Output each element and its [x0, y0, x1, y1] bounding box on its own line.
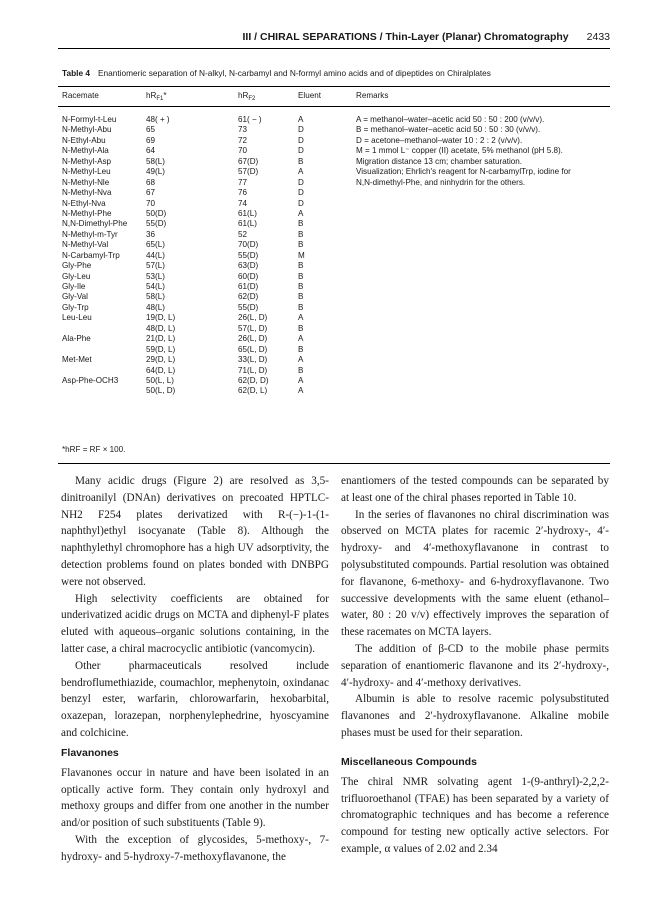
eluent-cell: B — [298, 282, 304, 291]
col-hrf1: $hR_{F1}*$ — [146, 91, 167, 102]
table-top-rule — [58, 86, 610, 87]
table-row — [58, 303, 610, 313]
hrf1-cell: 50(L, D) — [146, 386, 176, 396]
racemate-cell: N-Methyl-Asp — [62, 156, 112, 166]
racemate-cell: Met-Met — [62, 355, 92, 365]
page-number: 2433 — [586, 31, 610, 43]
hrf2-cell: 74 — [238, 198, 248, 208]
hrf2-cell: 33(L, D) — [238, 355, 268, 365]
eluent-cell: D — [298, 177, 304, 187]
hrf2-cell: 61( − ) — [238, 115, 262, 124]
eluent-cell: B — [298, 229, 304, 239]
col-remarks: Remarks — [356, 91, 389, 100]
hrf1-cell: 68 — [146, 177, 156, 187]
paragraph: With the exception of glycosides, 5-methoxy-, 7-hydroxy- and 5-hydroxy-7-methoxyflavanone, the — [61, 833, 329, 863]
hrf1-cell: 44(L) — [146, 250, 165, 260]
hrf2-cell: 57(L, D) — [238, 323, 268, 333]
hrf2-cell: 26(L, D) — [238, 313, 268, 323]
paragraph: enantiomers of the tested compounds can be separated by at least one of the chiral phases reported in Table 10. — [341, 475, 609, 504]
hrf2-cell: 62(D, L) — [238, 386, 268, 396]
racemate-cell: N-Methyl-Abu — [62, 125, 112, 135]
remark-line: M = 1 mmol L⁻ copper (II) acetate, 5% methanol (pH 5.8). — [356, 146, 563, 156]
paragraph: Albumin is able to resolve racemic polysubstituted flavanones and 2′-hydroxyflavanone. Alkaline mobile phases must be used for their separation. — [341, 693, 609, 739]
racemate-cell: Gly-Ile — [62, 282, 86, 291]
hrf2-cell: 61(L) — [238, 219, 257, 229]
section-heading-misc: Miscellaneous Compounds — [341, 755, 477, 768]
racemate-cell: N-Methyl-Nle — [62, 177, 110, 187]
paragraph: The addition of β-CD to the mobile phase permits separation of enantiomeric flavanone and its 2′-hydroxy-, 4′-hydroxy- and 4′-methoxy derivatives. — [341, 642, 609, 689]
hrf2-cell: 55(D) — [238, 302, 259, 312]
eluent-cell: B — [298, 240, 304, 250]
table-row — [58, 334, 610, 344]
hrf1-cell: 65 — [146, 125, 156, 135]
table-header-rule — [58, 106, 610, 107]
eluent-cell: B — [298, 302, 304, 312]
paragraph: High selectivity coefficients are obtained for underivatized acidic drugs on MCTA and diphenyl-F plates eluted with aqueous–organic solutions containing, in the latter case, a chiral macrocyclic antibiotic (vancomycin). — [61, 592, 329, 655]
hrf1-cell: 48( + ) — [146, 115, 170, 124]
eluent-cell: M — [298, 250, 305, 260]
hrf1-cell: 58(L) — [146, 156, 165, 166]
eluent-cell: A — [298, 167, 304, 177]
hrf1-cell: 48(L) — [146, 302, 165, 312]
hrf1-cell: 57(L) — [146, 261, 165, 271]
table-label: Table 4 — [62, 68, 90, 78]
col-racemate: Racemate — [62, 91, 99, 100]
paragraph: Other pharmaceuticals resolved include bendroflumethiazide, coumachlor, mephenytoin, oxindanac benzyl ester, warfarin, chlorowarfarin, hexobarbital, oxazepan, lorazepan, norphenylephedrine, hyoscyamine and colchicine. — [61, 659, 329, 739]
table-row — [58, 366, 610, 376]
hrf2-cell: 60(D) — [238, 271, 259, 281]
hrf1-cell: 70 — [146, 198, 156, 208]
hrf2-cell: 65(L, D) — [238, 344, 268, 354]
running-header — [243, 31, 610, 43]
hrf1-cell: 50(D) — [146, 208, 167, 218]
racemate-cell: N-Methyl-Ala — [62, 146, 109, 156]
hrf2-cell: 63(D) — [238, 261, 259, 271]
eluent-cell: B — [298, 271, 304, 281]
hrf2-cell: 57(D) — [238, 167, 259, 177]
racemate-cell: N-Methyl-Leu — [62, 167, 111, 177]
remark-line: A = methanol–water–acetic acid 50 : 50 : 200 (v/v/v). — [356, 115, 545, 124]
col-eluent: Eluent — [298, 91, 321, 100]
hrf1-cell: 67 — [146, 188, 156, 198]
hrf1-cell: 29(D, L) — [146, 355, 176, 365]
remark-line: D = acetone–methanol–water 10 : 2 : 2 (v/v/v). — [356, 135, 523, 145]
table-remarks — [356, 115, 608, 188]
eluent-cell: B — [298, 219, 304, 229]
eluent-cell: A — [298, 208, 304, 218]
racemate-cell: Asp-Phe-OCH3 — [62, 375, 119, 385]
hrf1-cell: 69 — [146, 135, 156, 145]
eluent-cell: A — [298, 355, 304, 365]
table-row — [58, 386, 610, 396]
eluent-cell: A — [298, 313, 304, 323]
table-caption-text: Enantiomeric separation of N-alkyl, N-carbamyl and N-formyl amino acids and of dipeptides on Chiralplates — [97, 68, 491, 78]
hrf1-cell: 64(D, L) — [146, 365, 176, 375]
hrf1-cell: 50(L, L) — [146, 375, 174, 385]
eluent-cell: B — [298, 261, 304, 271]
table-caption — [62, 68, 610, 78]
table-row — [58, 272, 610, 282]
table-row — [58, 240, 610, 250]
racemate-cell: N-Carbamyl-Trp — [62, 250, 120, 260]
table-row — [58, 209, 610, 219]
remark-line: Visualization; Ehrlich's reagent for N-carbamylTrp, iodine for — [356, 167, 571, 177]
eluent-cell: A — [298, 375, 304, 385]
hrf2-cell: 71(L, D) — [238, 365, 268, 375]
table-row — [58, 188, 610, 198]
eluent-cell: D — [298, 125, 304, 135]
hrf1-cell: 19(D, L) — [146, 313, 176, 323]
hrf1-cell: 58(L) — [146, 292, 165, 302]
eluent-cell: D — [298, 198, 304, 208]
hrf1-cell: 54(L) — [146, 282, 165, 291]
hrf2-cell: 61(L) — [238, 208, 257, 218]
racemate-cell: N-Methyl-Phe — [62, 208, 112, 218]
hrf2-cell: 26(L, D) — [238, 334, 268, 344]
paragraph: The chiral NMR solvating agent 1-(9-anthryl)-2,2,2-trifluoroethanol (TFAE) has been separated by a variety of chromatographic techniques and has become a reference compound for testing new optically active selectors. For example, α values of 2.02 and 2.34 — [341, 775, 609, 855]
header-rule — [58, 48, 610, 49]
hrf2-cell: 77 — [238, 177, 248, 187]
col-hrf2: $hR_{F2}$ — [238, 91, 256, 102]
racemate-cell: Gly-Val — [62, 292, 88, 302]
eluent-cell: B — [298, 323, 304, 333]
eluent-cell: B — [298, 344, 304, 354]
hrf2-cell: 52 — [238, 229, 248, 239]
racemate-cell: N-Formyl-t-Leu — [62, 115, 117, 124]
hrf1-cell: 59(D, L) — [146, 344, 176, 354]
right-column — [341, 473, 609, 858]
racemate-cell: N,N-Dimethyl-Phe — [62, 219, 128, 229]
table-row — [58, 282, 610, 292]
hrf2-cell: 72 — [238, 135, 248, 145]
eluent-cell: A — [298, 115, 304, 124]
hrf1-cell: 53(L) — [146, 271, 165, 281]
eluent-cell: D — [298, 146, 304, 156]
hrf2-cell: 70(D) — [238, 240, 259, 250]
racemate-cell: Gly-Trp — [62, 302, 89, 312]
eluent-cell: A — [298, 334, 304, 344]
hrf2-cell: 70 — [238, 146, 248, 156]
racemate-cell: Leu-Leu — [62, 313, 92, 323]
table-end-rule — [58, 463, 610, 464]
remark-line: Migration distance 13 cm; chamber saturation. — [356, 156, 523, 166]
racemate-cell: N-Methyl-Nva — [62, 188, 112, 198]
hrf2-cell: 55(D) — [238, 250, 259, 260]
table-row — [58, 219, 610, 229]
table-row — [58, 230, 610, 240]
eluent-cell: B — [298, 156, 304, 166]
running-title: III / CHIRAL SEPARATIONS / Thin-Layer (Planar) Chromatography — [242, 31, 569, 43]
remark-line: B = methanol–water–acetic acid 50 : 50 : 30 (v/v/v). — [356, 125, 541, 135]
hrf1-cell: 21(D, L) — [146, 334, 176, 344]
hrf1-cell: 55(D) — [146, 219, 167, 229]
paragraph: Flavanones occur in nature and have been isolated in an optically active form. They contain only hydroxyl and methoxy groups and differ from one another in the number and/or position of such substituents (Table 9). — [61, 766, 329, 830]
racemate-cell: Gly-Phe — [62, 261, 92, 271]
table-row — [58, 345, 610, 355]
eluent-cell: B — [298, 365, 304, 375]
section-heading-flavanones: Flavanones — [61, 746, 119, 759]
hrf1-cell: 49(L) — [146, 167, 165, 177]
hrf1-cell: 64 — [146, 146, 156, 156]
remark-line: N,N-dimethyl-Phe, and ninhydrin for the others. — [356, 177, 526, 187]
racemate-cell: N-Methyl-m-Tyr — [62, 229, 118, 239]
hrf2-cell: 62(D) — [238, 292, 259, 302]
paragraph: Many acidic drugs (Figure 2) are resolved as 3,5-dinitroanilyl (DNAn) derivatives on precoated HPTLC-NH2 F254 plates derivatized with R-(−)-1-(1-naphthyl)ethyl isocyanate (Table 8). Although the naphthylethyl chromophore has a high UV adsorptivity, the detection problems found on plates bonded with DNBPG were not observed. — [61, 475, 329, 588]
racemate-cell: N-Methyl-Val — [62, 240, 109, 250]
eluent-cell: D — [298, 135, 304, 145]
table-row — [58, 324, 610, 334]
paragraph: In the series of flavanones no chiral discrimination was observed on MCTA plates for racemic 2′-hydroxy-, 4′-hydroxy- and 4′-methoxyflavanone in contrast to polysubstituted compounds. Partial resolution was obtained for flavanone, 6-methoxy- and 6-hydroxyflavanone. Two successive developments with the same eluent (ethanol–water, 80 : 20 v/v) effectively improves the separation of these racemates on MCTA layers. — [341, 508, 609, 639]
hrf2-cell: 67(D) — [238, 156, 259, 166]
left-column — [61, 473, 329, 866]
racemate-cell: Ala-Phe — [62, 334, 91, 344]
table-row — [58, 251, 610, 261]
table-row — [58, 292, 610, 302]
hrf2-cell: 62(D, D) — [238, 375, 269, 385]
hrf2-cell: 61(D) — [238, 282, 259, 291]
hrf2-cell: 73 — [238, 125, 248, 135]
racemate-cell: N-Ethyl-Nva — [62, 198, 106, 208]
hrf1-cell: 48(D, L) — [146, 323, 176, 333]
table-row — [58, 199, 610, 209]
eluent-cell: A — [298, 386, 304, 396]
table-row — [58, 313, 610, 323]
table-row — [58, 355, 610, 365]
table-header — [58, 91, 610, 101]
table-row — [58, 261, 610, 271]
eluent-cell: B — [298, 292, 304, 302]
racemate-cell: Gly-Leu — [62, 271, 91, 281]
table-row — [58, 376, 610, 386]
hrf1-cell: 65(L) — [146, 240, 165, 250]
eluent-cell: D — [298, 188, 304, 198]
hrf2-cell: 76 — [238, 188, 248, 198]
hrf1-cell: 36 — [146, 229, 156, 239]
racemate-cell: N-Ethyl-Abu — [62, 135, 106, 145]
table-footnote: *hRF = RF × 100. — [62, 445, 126, 454]
